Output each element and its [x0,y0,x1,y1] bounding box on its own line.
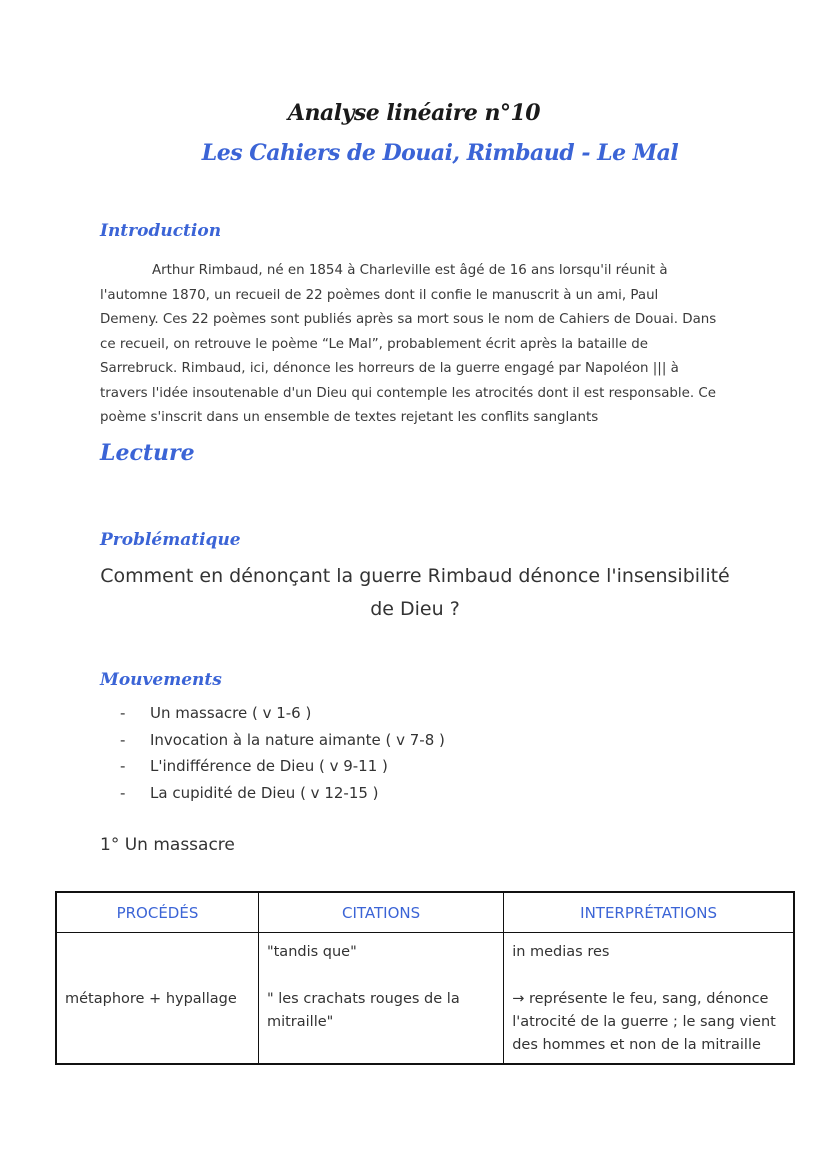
question-line: de Dieu ? [370,598,460,620]
cell-text: "tandis que" [266,944,357,960]
heading-problematique: Problématique [100,530,241,550]
question-line: Comment en dénonçant la guerre Rimbaud dénonce l'insensibilité [100,565,730,587]
cell-text: mitraille" [266,1014,334,1030]
document-title: Analyse linéaire n°10 [287,100,541,126]
cell-text: des hommes et non de la mitraille [512,1037,761,1053]
problematique-question [95,560,735,626]
header-procedes: PROCÉDÉS [56,892,258,933]
list-item [120,780,445,807]
cell-text: métaphore + hypallage [65,991,237,1007]
cell-citations [258,933,503,1065]
intro-line: Demeny. Ces 22 poèmes sont publiés après sa mort sous le nom de Cahiers de Douai. Dans [100,312,717,327]
cell-text: l'atrocité de la guerre ; le sang vient [512,1014,776,1030]
heading-lecture: Lecture [100,440,195,466]
part-heading: 1° Un massacre [100,835,235,855]
document-subtitle: Les Cahiers de Douai, Rimbaud - Le Mal [201,140,679,166]
bullet-dash: - [120,730,126,749]
intro-text: Arthur Rimbaud, né en 1854 à Charleville est âgé de 16 ans lorsqu'il réunit à [152,263,668,278]
bullet-dash: - [120,783,126,802]
list-item-text: La cupidité de Dieu ( v 12-15 ) [150,783,379,802]
analysis-table [55,891,795,1065]
cell-text: " les crachats rouges de la [266,991,460,1007]
bullet-dash: - [120,704,126,722]
cell-procedes [56,933,258,1065]
cell-text: → représente le feu, sang, dénonce [512,991,769,1007]
intro-line: Sarrebruck. Rimbaud, ici, dénonce les horreurs de la guerre engagé par Napoléon ||| à [100,361,679,376]
heading-introduction: Introduction [100,221,222,241]
cell-text: in medias res [512,944,610,960]
intro-line [100,259,730,284]
list-item-text: Un massacre ( v 1-6 ) [150,704,312,722]
intro-line: ce recueil, on retrouve le poème “Le Mal”, probablement écrit après la bataille de [100,336,648,352]
list-item-text: Invocation à la nature aimante ( v 7-8 ) [150,730,445,749]
header-citations: CITATIONS [258,892,503,933]
introduction-paragraph [100,259,730,431]
header-interpretations: INTERPRÉTATIONS [504,892,794,933]
bullet-dash: - [120,757,126,775]
table-row [56,933,794,1065]
intro-line: l'automne 1870, un recueil de 22 poèmes dont il confie le manuscrit à un ami, Paul [100,287,659,303]
cell-interpretations [504,933,794,1065]
table-header-row [56,892,794,933]
mouvements-list [120,700,445,806]
list-item [120,700,445,727]
intro-line: travers l'idée insoutenable d'un Dieu qui contemple les atrocités dont il est responsable. Ce [100,385,716,401]
list-item-text: L'indifférence de Dieu ( v 9-11 ) [150,757,388,775]
heading-mouvements: Mouvements [100,670,222,690]
list-item [120,727,445,754]
list-item [120,753,445,780]
intro-line: poème s'inscrit dans un ensemble de textes rejetant les conflits sanglants [100,410,599,425]
